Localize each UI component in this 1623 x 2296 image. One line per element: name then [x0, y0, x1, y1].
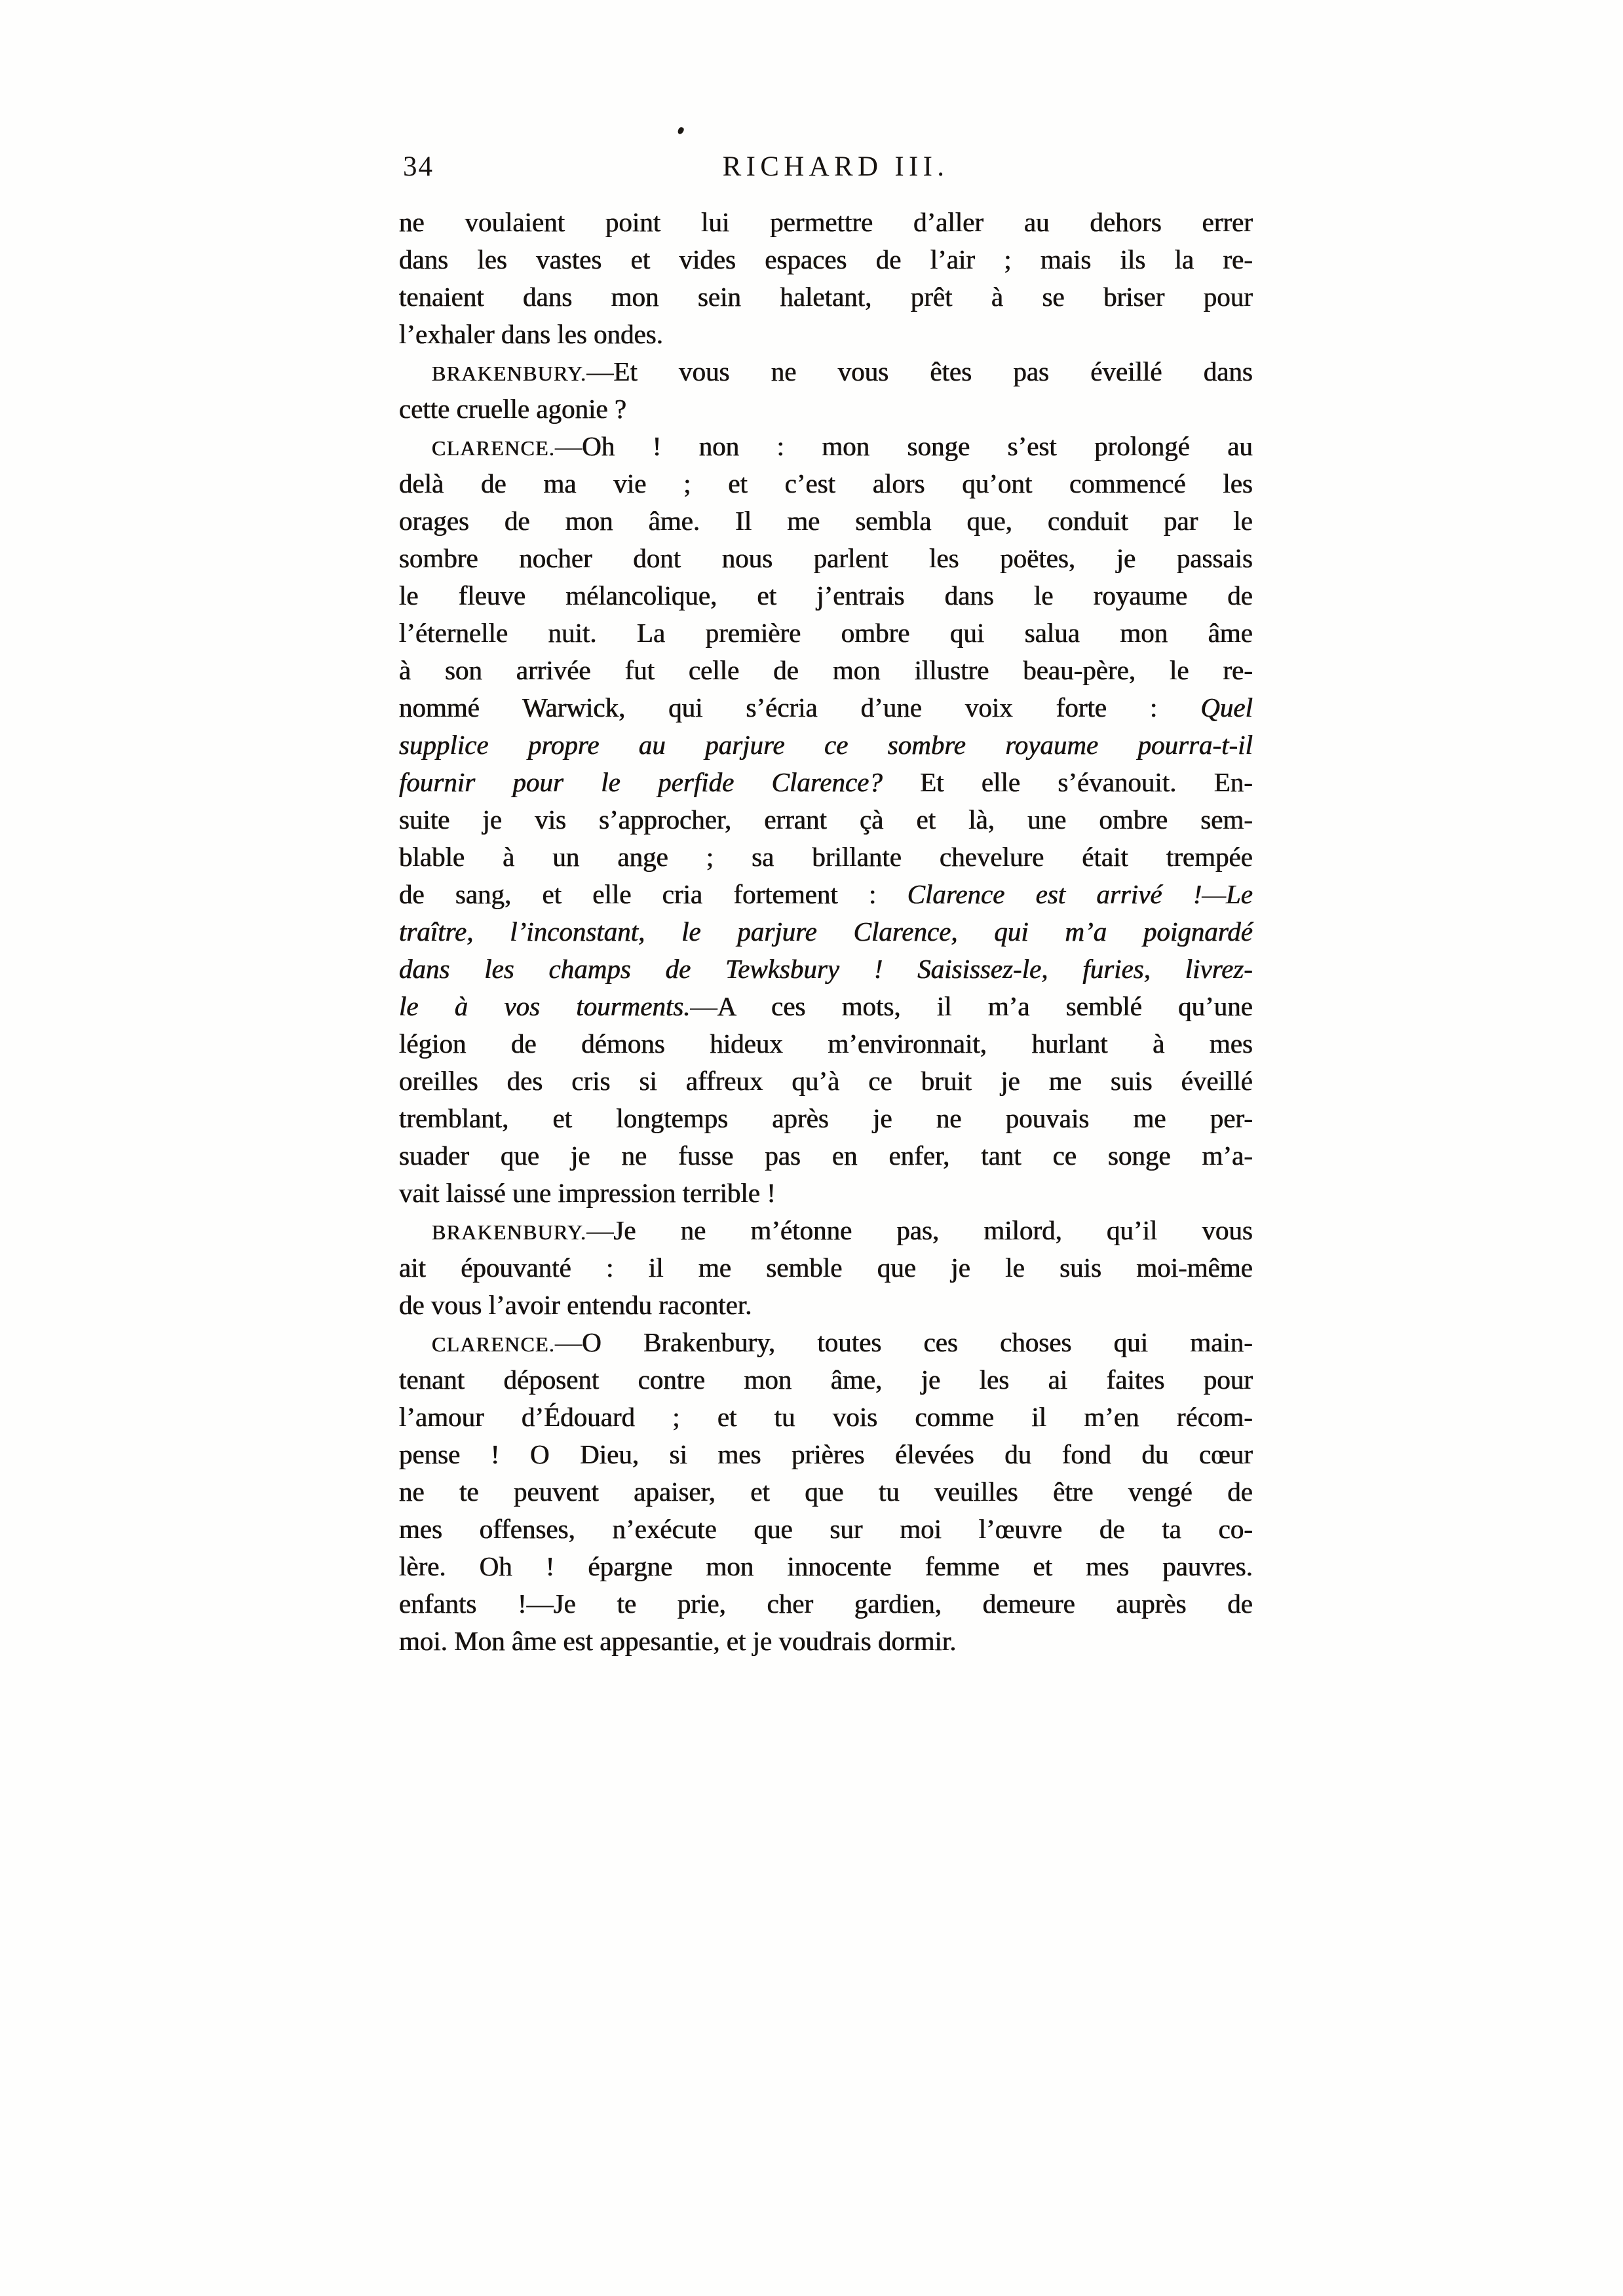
paragraph	[399, 204, 1253, 353]
text-segment: moi. Mon âme est appesantie, et je voudrais dormir.	[399, 1626, 957, 1656]
text-segment: ait épouvanté : il me semble que je le suis moi-même	[399, 1252, 1253, 1283]
text-segment: de sang, et elle cria fortement :	[399, 879, 907, 909]
text-line	[399, 801, 1253, 838]
text-line	[399, 390, 1253, 428]
text-line	[399, 502, 1253, 540]
text-line	[399, 1548, 1253, 1585]
text-segment: dans les champs de Tewksbury ! Saisissez-le, furies, livrez-	[399, 954, 1253, 984]
text-line	[399, 1623, 1253, 1660]
text-segment: vait laissé une impression terrible !	[399, 1178, 776, 1208]
text-segment: lère. Oh ! épargne mon innocente femme et mes pauvres.	[399, 1551, 1253, 1581]
text-line	[399, 614, 1253, 652]
paragraph	[399, 353, 1253, 428]
text-segment: —O Brakenbury, toutes ces choses qui main-	[555, 1327, 1253, 1357]
page-header	[399, 153, 1253, 181]
speaker-name: CLARENCE.	[432, 437, 556, 460]
text-line	[399, 1324, 1253, 1361]
text-line	[399, 764, 1253, 801]
paragraph	[399, 1324, 1253, 1660]
text-line	[399, 204, 1253, 241]
text-segment: ne voulaient point lui permettre d’aller au dehors errer	[399, 207, 1253, 237]
text-line	[399, 1585, 1253, 1623]
text-segment: dans les vastes et vides espaces de l’air ; mais ils la re-	[399, 244, 1253, 274]
text-segment: légion de démons hideux m’environnait, hurlant à mes	[399, 1028, 1253, 1059]
text-line	[399, 1249, 1253, 1287]
text-line	[399, 540, 1253, 577]
text-segment: de vous l’avoir entendu raconter.	[399, 1290, 752, 1320]
text-line	[399, 652, 1253, 689]
text-line	[399, 1100, 1253, 1137]
text-line	[399, 1025, 1253, 1063]
text-line	[399, 577, 1253, 614]
text-segment: fournir pour le perfide Clarence?	[399, 767, 883, 797]
text-line	[399, 689, 1253, 726]
text-segment: l’amour d’Édouard ; et tu vois comme il m’en récom-	[399, 1402, 1253, 1432]
text-segment: —A ces mots, il m’a semblé qu’une	[690, 991, 1253, 1021]
text-segment: supplice propre au parjure ce sombre royaume pourra-t-il	[399, 730, 1253, 760]
text-line	[399, 1361, 1253, 1399]
text-line	[399, 1287, 1253, 1324]
text-line	[399, 876, 1253, 913]
text-line	[399, 988, 1253, 1025]
paragraph	[399, 428, 1253, 1212]
text-line	[399, 726, 1253, 764]
text-segment: tenaient dans mon sein haletant, prêt à se briser pour	[399, 282, 1253, 312]
running-title: RICHARD III.	[722, 151, 949, 182]
text-line	[399, 1436, 1253, 1473]
text-line	[399, 278, 1253, 316]
text-segment: mes offenses, n’exécute que sur moi l’œuvre de ta co-	[399, 1514, 1253, 1544]
text-segment: Clarence est arrivé !—Le	[907, 879, 1253, 909]
text-segment: sombre nocher dont nous parlent les poëtes, je passais	[399, 543, 1253, 573]
text-segment: —Et vous ne vous êtes pas éveillé dans	[586, 356, 1253, 386]
text-segment: enfants !—Je te prie, cher gardien, demeure auprès de	[399, 1589, 1253, 1619]
text-segment: ne te peuvent apaiser, et que tu veuilles être vengé de	[399, 1477, 1253, 1507]
text-segment: oreilles des cris si affreux qu’à ce bruit je me suis éveillé	[399, 1066, 1253, 1096]
text-segment: le fleuve mélancolique, et j’entrais dans le royaume de	[399, 580, 1253, 611]
text-segment: tenant déposent contre mon âme, je les ai faites pour	[399, 1364, 1253, 1395]
speaker-name: CLARENCE.	[432, 1333, 556, 1356]
text-segment: traître, l’inconstant, le parjure Clarence, qui m’a poignardé	[399, 916, 1253, 947]
text-segment: orages de mon âme. Il me sembla que, conduit par le	[399, 506, 1253, 536]
text-segment: Quel	[1200, 692, 1253, 723]
text-line	[399, 1137, 1253, 1175]
text-line	[399, 241, 1253, 278]
text-segment: l’exhaler dans les ondes.	[399, 319, 664, 349]
text-segment: blable à un ange ; sa brillante chevelure était trempée	[399, 842, 1253, 872]
text-line	[399, 1063, 1253, 1100]
text-line	[399, 428, 1253, 465]
text-line	[399, 1399, 1253, 1436]
text-block	[399, 204, 1253, 1660]
scan-speck	[677, 126, 685, 135]
text-segment: delà de ma vie ; et c’est alors qu’ont commencé les	[399, 468, 1253, 499]
text-line	[399, 913, 1253, 950]
text-line	[399, 838, 1253, 876]
text-line	[399, 1473, 1253, 1511]
text-segment: cette cruelle agonie ?	[399, 394, 627, 424]
text-line	[399, 316, 1253, 353]
speaker-name: BRAKENBURY.	[432, 362, 587, 385]
text-segment: —Je ne m’étonne pas, milord, qu’il vous	[586, 1215, 1253, 1245]
speaker-name: BRAKENBURY.	[432, 1221, 587, 1244]
text-segment: suader que je ne fusse pas en enfer, tant ce songe m’a-	[399, 1140, 1253, 1171]
text-segment: tremblant, et longtemps après je ne pouvais me per-	[399, 1103, 1253, 1133]
text-line	[399, 1511, 1253, 1548]
text-line	[399, 465, 1253, 502]
text-segment: à son arrivée fut celle de mon illustre beau-père, le re-	[399, 655, 1253, 685]
page-number: 34	[403, 151, 434, 182]
text-segment: —Oh ! non : mon songe s’est prolongé au	[555, 431, 1253, 461]
text-segment: Et elle s’évanouit. En-	[882, 767, 1253, 797]
text-line	[399, 1175, 1253, 1212]
paragraph	[399, 1212, 1253, 1324]
text-line	[399, 950, 1253, 988]
text-segment: suite je vis s’approcher, errant çà et là, une ombre sem-	[399, 804, 1253, 835]
text-line	[399, 353, 1253, 390]
text-segment: nommé Warwick, qui s’écria d’une voix forte :	[399, 692, 1201, 723]
text-segment: pense ! O Dieu, si mes prières élevées du fond du cœur	[399, 1439, 1253, 1469]
text-segment: l’éternelle nuit. La première ombre qui salua mon âme	[399, 618, 1253, 648]
text-line	[399, 1212, 1253, 1249]
text-segment: le à vos tourments.	[399, 991, 691, 1021]
